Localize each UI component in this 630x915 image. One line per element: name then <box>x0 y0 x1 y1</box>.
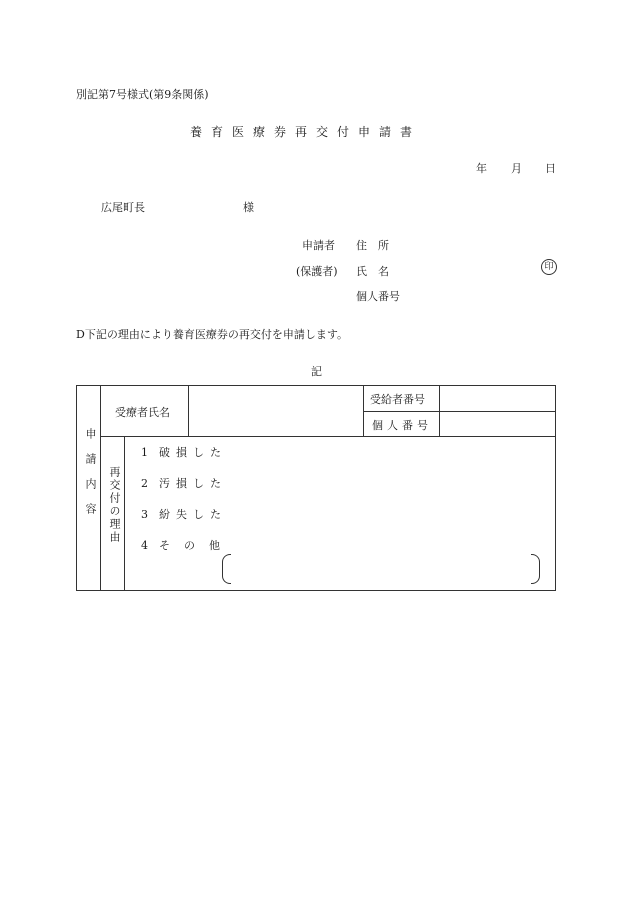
table-personal-number-field[interactable] <box>440 412 554 435</box>
applicant-name-label: 氏 名 <box>356 265 389 278</box>
application-table <box>76 385 556 591</box>
right-bracket <box>531 554 540 584</box>
body-text: D下記の理由により養育医療券の再交付を申請します。 <box>76 328 348 341</box>
left-bracket <box>222 554 231 584</box>
section-label: 申請内容 <box>84 428 97 528</box>
date-month: 月 <box>511 162 522 175</box>
reason-number: 2 <box>141 477 148 490</box>
page-title: 養育医療券再交付申請書 <box>190 125 422 139</box>
reason-number: 3 <box>141 508 148 521</box>
recipient-number-field[interactable] <box>440 387 554 410</box>
reason-text: 紛失した <box>159 508 227 521</box>
date-year: 年 <box>476 162 487 175</box>
patient-name-label: 受療者氏名 <box>115 406 170 419</box>
reason-text: 汚損した <box>159 477 227 490</box>
guardian-label: (保護者) <box>296 265 338 278</box>
addressee-name: 広尾町長 <box>101 201 145 214</box>
applicant-address-label: 住 所 <box>356 239 389 252</box>
table-personal-number-label: 個人番号 <box>372 419 432 432</box>
recipient-number-label: 受給者番号 <box>370 393 425 406</box>
reason-option-2[interactable] <box>141 475 227 491</box>
note-heading: 記 <box>311 365 322 378</box>
reason-option-4[interactable] <box>141 537 234 553</box>
table-divider <box>124 436 125 590</box>
seal-mark: 印 <box>541 259 557 275</box>
other-reason-field[interactable] <box>222 554 540 584</box>
table-divider <box>100 436 555 437</box>
reason-number: 4 <box>141 539 148 552</box>
date-day: 日 <box>545 162 556 175</box>
reason-option-3[interactable] <box>141 506 227 522</box>
addressee-honorific: 様 <box>243 201 254 214</box>
applicant-label: 申請者 <box>302 239 335 252</box>
form-number: 別記第7号様式(第9条関係) <box>76 88 209 101</box>
patient-name-field[interactable] <box>189 387 362 435</box>
reason-number: 1 <box>141 446 148 459</box>
table-divider <box>100 386 101 590</box>
personal-number-label: 個人番号 <box>356 290 400 303</box>
reason-label: 再交付の理由 <box>108 466 121 544</box>
reason-option-1[interactable] <box>141 444 227 460</box>
reason-text: 破損した <box>159 446 227 459</box>
reason-text: その他 <box>159 539 234 552</box>
